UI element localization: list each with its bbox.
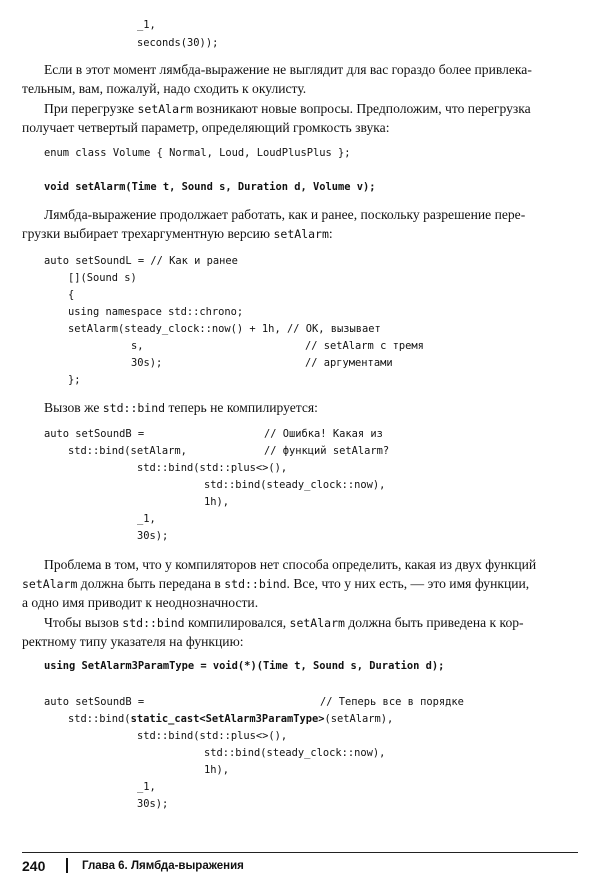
code-line: 30s);	[131, 357, 163, 369]
paragraph-line: а одно имя приводит к неоднозначности.	[22, 595, 259, 610]
code-line: enum class Volume { Normal, Loud, LoudPlusPlus };	[44, 147, 351, 159]
code-line: setAlarm(steady_clock::now() + 1h, // OK, вызывает	[68, 323, 381, 335]
paragraph-line: Лямбда-выражение продолжает работать, как и ранее, поскольку разрешение пере-	[44, 207, 526, 222]
code-line: 1h),	[204, 496, 230, 508]
paragraph-line: Если в этот момент лямбда-выражение не выглядит для вас гораздо более привлека-	[44, 62, 532, 77]
paragraph-line: setAlarm должна быть передана в std::bind. Все, что у них есть, — это имя функции,	[22, 576, 530, 591]
code-comment: // Ошибка! Какая из	[264, 428, 383, 440]
paragraph-line: При перегрузке setAlarm возникают новые вопросы. Предположим, что перегрузка	[44, 101, 531, 116]
code-line: auto setSoundB =	[44, 428, 145, 440]
code-comment: // функций setAlarm?	[264, 445, 390, 457]
code-line: std::bind(steady_clock::now),	[204, 479, 386, 491]
code-line: using namespace std::chrono;	[68, 306, 244, 318]
code-comment: // Теперь все в порядке	[320, 696, 464, 708]
code-line: s,	[131, 340, 144, 352]
code-line: 30s);	[137, 798, 169, 810]
code-line: auto setSoundB =	[44, 696, 145, 708]
code-line: _1,	[137, 19, 156, 31]
code-line: std::bind(std::plus<>(),	[137, 730, 288, 742]
code-line: [](Sound s)	[68, 272, 137, 284]
paragraph-line: тельным, вам, пожалуй, надо сходить к окулисту.	[22, 81, 307, 96]
code-line: std::bind(steady_clock::now),	[204, 747, 386, 759]
code-line: std::bind(static_cast<SetAlarm3ParamType>(setAlarm),	[68, 713, 394, 725]
code-line: auto setSoundL = // Как и ранее	[44, 255, 238, 267]
code-comment: // setAlarm с тремя	[305, 340, 424, 352]
paragraph-line: Вызов же std::bind теперь не компилируется:	[44, 400, 318, 415]
footer-divider	[66, 858, 68, 873]
code-line: std::bind(std::plus<>(),	[137, 462, 288, 474]
code-line-bold: using SetAlarm3ParamType = void(*)(Time t, Sound s, Duration d);	[44, 660, 445, 672]
code-line: seconds(30));	[137, 37, 219, 49]
code-line: _1,	[137, 781, 156, 793]
paragraph-line: грузки выбирает трехаргументную версию setAlarm:	[22, 226, 333, 241]
paragraph-line: ректному типу указателя на функцию:	[22, 634, 244, 649]
code-line: _1,	[137, 513, 156, 525]
page-number: 240	[22, 858, 46, 874]
paragraph-line: Чтобы вызов std::bind компилировался, setAlarm должна быть приведена к кор-	[44, 615, 524, 630]
code-line: };	[68, 374, 81, 386]
footer-rule	[22, 852, 578, 853]
paragraph-line: Проблема в том, что у компиляторов нет способа определить, какая из двух функций	[44, 557, 537, 572]
code-line: {	[68, 289, 75, 301]
code-line: std::bind(setAlarm,	[68, 445, 187, 457]
code-comment: // аргументами	[305, 357, 393, 369]
code-line: 1h),	[204, 764, 230, 776]
chapter-title: Глава 6. Лямбда-выражения	[82, 860, 244, 872]
paragraph-line: получает четвертый параметр, определяющий громкость звука:	[22, 120, 390, 135]
code-line: 30s);	[137, 530, 169, 542]
code-line-bold: void setAlarm(Time t, Sound s, Duration d, Volume v);	[44, 181, 376, 193]
